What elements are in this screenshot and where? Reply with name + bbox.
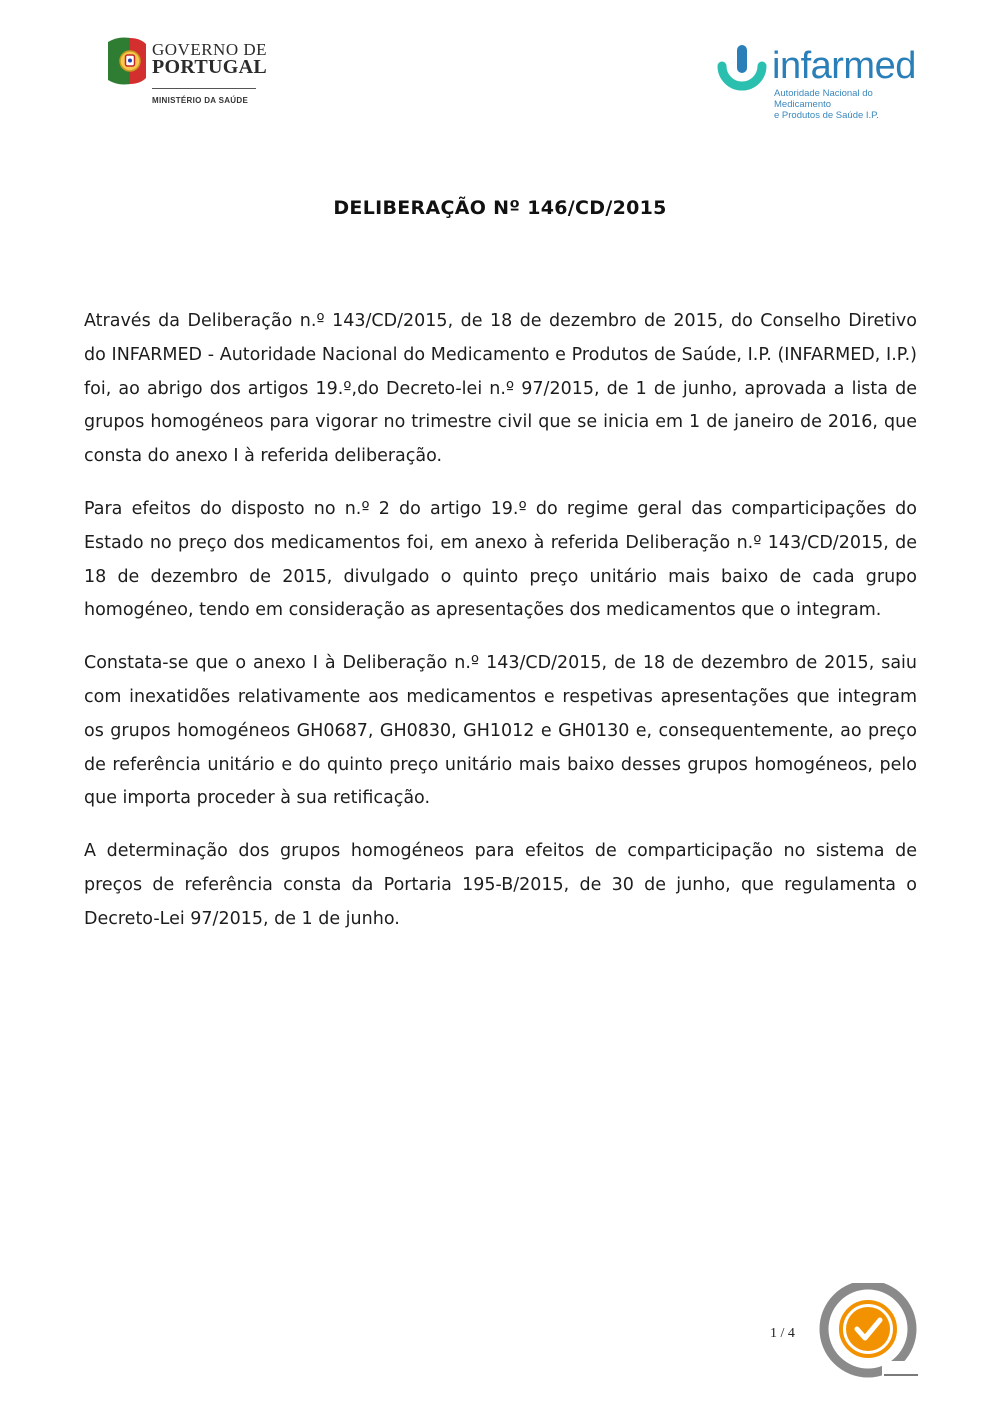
gov-logo-ministry: MINISTÉRIO DA SAÚDE [152, 96, 249, 105]
infarmed-symbol-icon [714, 44, 770, 100]
paragraph-2: Para efeitos do disposto no n.º 2 do artigo 19.º do regime geral das comparticipações do Estado no preço dos medicamentos foi, em anexo à referida Deliberação n.º 143/CD/2015, de 18 de dezembro de 2015, divulgado o quinto preço unitário mais baixo de cada grupo homogéneo, tendo em consideração as apresentações dos medicamentos que o integram. [84, 498, 917, 621]
gov-logo-divider [152, 88, 256, 89]
gov-logo-line1: GOVERNO DE [152, 40, 268, 59]
paragraph-4: A determinação dos grupos homogéneos para efeitos de comparticipação no sistema de preços de referência consta da Portaria 195-B/2015, de 30 de junho, que regulamenta o Decreto-Lei 97/2015, de 1 de junho. [84, 841, 917, 929]
infarmed-subtitle-line1: Autoridade Nacional do Medicamento [774, 88, 873, 110]
infarmed-subtitle-line2: e Produtos de Saúde I.P. [774, 110, 879, 121]
gov-logo-line2: PORTUGAL [152, 56, 268, 78]
document-title: DELIBERAÇÃO Nº 146/CD/2015 [333, 197, 667, 219]
sgs-certification-seal-icon [818, 1283, 922, 1379]
paragraph-3: Constata-se que o anexo I à Deliberação n.º 143/CD/2015, de 18 de dezembro de 2015, saiu com inexatidões relativamente aos medicamentos e respetivas apresentações que integram os grupos homogéneos GH0687, GH0830, GH1012 e GH0130 e, consequentemente, ao preço de referência unitário e do quinto preço unitário mais baixo desses grupos homogéneos, pelo que importa proceder à sua retificação. [84, 653, 917, 809]
governo-portugal-wordmark [152, 42, 267, 77]
infarmed-wordmark: infarmed [772, 45, 916, 87]
document-body [84, 305, 917, 956]
page-number: 1 / 4 [770, 1326, 795, 1341]
infarmed-subtitle [774, 88, 924, 121]
governo-portugal-logo [104, 34, 268, 114]
paragraph-1: Através da Deliberação n.º 143/CD/2015, de 18 de dezembro de 2015, do Conselho Diretivo do INFARMED - Autoridade Nacional do Medicamento e Produtos de Saúde, I.P. (INFARMED, I.P.) foi, ao abrigo dos artigos 19.º,do Decreto-lei n.º 97/2015, de 1 de junho, aprovada a lista de grupos homogéneos para vigorar no trimestre civil que se inicia em 1 de janeiro de 2016, que consta do anexo I à referida deliberação. [84, 311, 917, 467]
portugal-flag-emblem-icon [104, 34, 148, 88]
infarmed-logo [714, 44, 924, 121]
